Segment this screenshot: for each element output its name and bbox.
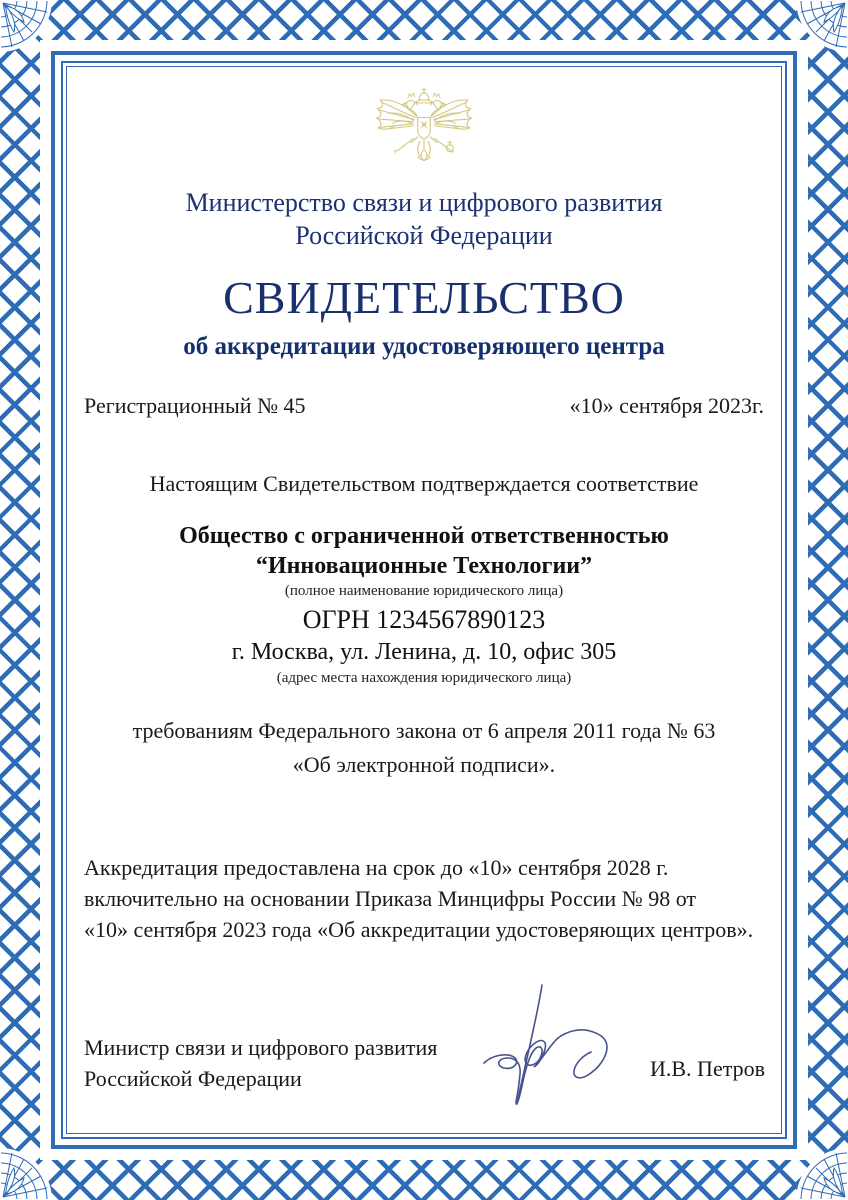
organization-block [40,521,808,688]
certificate-content [40,40,808,1160]
accreditation-term-line2: включительно на основании Приказа Минцифры России № 98 от [84,886,697,911]
issue-date: «10» сентября 2023г. [569,393,764,418]
confirmation-statement: Настоящим Свидетельством подтверждается соответствие [149,471,699,496]
certificate-title: СВИДЕТЕЛЬСТВО [223,272,625,323]
ministry-name-line2: Российской Федерации [295,221,553,250]
minister-position-line2: Российской Федерации [84,1066,302,1091]
organization-type: Общество с ограниченной ответственностью [179,523,669,549]
law-reference-line2: «Об электронной подписи». [292,752,556,777]
organization-name: “Инновационные Технологии” [255,553,593,579]
double-headed-eagle-emblem-icon [371,84,477,172]
law-reference-line1: требованиям Федерального закона от 6 апреля 2011 года № 63 [132,718,716,743]
ministry-name [40,186,808,252]
accreditation-term-line1: Аккредитация предоставлена на срок до «10» сентября 2028 г. [84,855,669,880]
accreditation-term-line3: «10» сентября 2023 года «Об аккредитации удостоверяющих центров». [84,917,754,942]
registration-number: Регистрационный № 45 [84,393,306,418]
minister-position-line1: Министр связи и цифрового развития [84,1035,438,1060]
organization-ogrn: ОГРН 1234567890123 [302,605,546,634]
registration-row [40,391,808,421]
handwritten-signature-icon [468,973,640,1145]
organization-address: г. Москва, ул. Ленина, д. 10, офис 305 [231,639,617,665]
organization-address-caption: (адрес места нахождения юридического лица) [276,670,572,686]
law-reference [40,714,808,782]
ministry-name-line1: Министерство связи и цифрового развития [185,188,663,217]
minister-position [84,1032,437,1094]
certificate-panel [40,40,808,1160]
certificate-subtitle: об аккредитации удостоверяющего центра [183,333,665,360]
organization-name-caption: (полное наименование юридического лица) [284,583,564,599]
accreditation-term [40,852,808,945]
signer-name: И.В. Петров [650,1056,765,1081]
